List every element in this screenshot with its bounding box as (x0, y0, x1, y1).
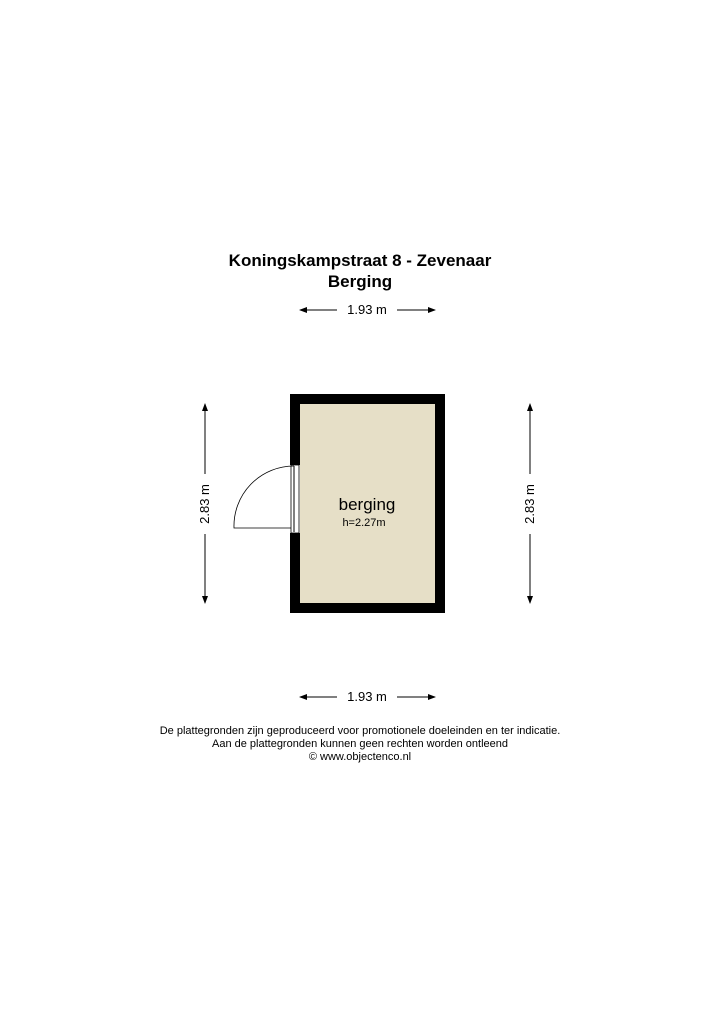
floorplan-title: Koningskampstraat 8 - Zevenaar (228, 251, 492, 270)
door (234, 465, 299, 533)
door-swing-arc (234, 466, 294, 528)
wall-top (290, 394, 445, 404)
wall-left-upper (290, 394, 300, 465)
wall-right (435, 394, 445, 613)
disclaimer-line-2: Aan de plattegronden kunnen geen rechten worden ontleend (211, 738, 508, 750)
dimension-left-label: 2.83 m (198, 474, 212, 534)
copyright-line: © www.objectenco.nl (308, 751, 412, 763)
room-height: h=2.27m (342, 517, 386, 529)
dimension-bottom-label: 1.93 m (337, 690, 397, 704)
disclaimer-line-1: De plattegronden zijn geproduceerd voor promotionele doeleinden en ter indicatie. (159, 725, 561, 737)
floorplan-subtitle: Berging (327, 272, 393, 291)
wall-left-lower (290, 533, 300, 613)
door-frame (291, 465, 299, 533)
dimension-top-label: 1.93 m (337, 303, 397, 317)
room-name: berging (338, 495, 396, 514)
wall-bottom (290, 603, 445, 613)
dimension-right-label: 2.83 m (523, 474, 537, 534)
